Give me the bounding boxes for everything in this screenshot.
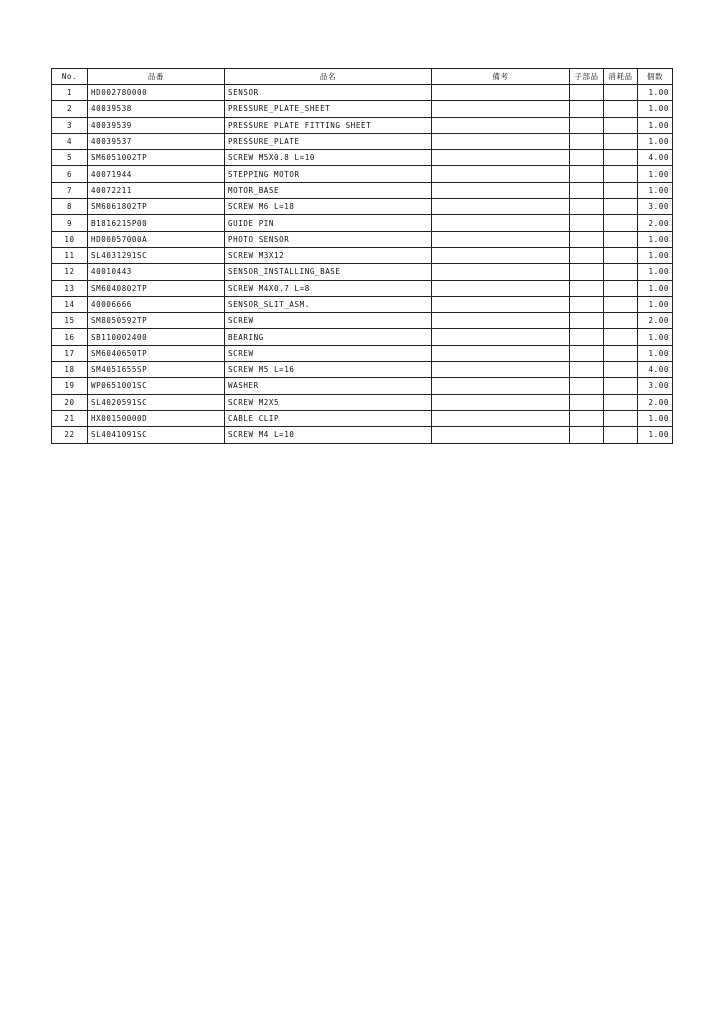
cell-no: 9 [52,215,88,231]
header-quantity: 個数 [638,69,673,85]
cell-no: 6 [52,166,88,182]
table-row [52,133,673,149]
cell-remarks [432,85,570,101]
table-row [52,166,673,182]
cell-part-number: SB110002400 [88,329,225,345]
cell-remarks [432,101,570,117]
cell-quantity: 1.00 [638,329,673,345]
cell-part-name: MOTOR_BASE [225,182,432,198]
cell-remarks [432,394,570,410]
cell-consumable [604,133,638,149]
cell-remarks [432,296,570,312]
cell-sub-parts [570,247,604,263]
cell-no: 10 [52,231,88,247]
cell-quantity: 1.00 [638,264,673,280]
cell-remarks [432,362,570,378]
cell-no: 19 [52,378,88,394]
cell-part-number: 40039538 [88,101,225,117]
cell-sub-parts [570,345,604,361]
cell-consumable [604,280,638,296]
cell-sub-parts [570,296,604,312]
cell-part-name: SCREW [225,345,432,361]
cell-sub-parts [570,329,604,345]
cell-no: 14 [52,296,88,312]
cell-no: 20 [52,394,88,410]
cell-consumable [604,182,638,198]
cell-part-number: 40039539 [88,117,225,133]
cell-part-name: PRESSURE PLATE FITTING SHEET [225,117,432,133]
cell-part-name: CABLE CLIP [225,410,432,426]
cell-consumable [604,329,638,345]
cell-no: 17 [52,345,88,361]
header-no: No. [52,69,88,85]
cell-consumable [604,247,638,263]
cell-part-number: HD00057000A [88,231,225,247]
cell-consumable [604,85,638,101]
cell-part-name: SCREW M5 L=16 [225,362,432,378]
cell-part-number: 40071944 [88,166,225,182]
cell-no: 15 [52,313,88,329]
cell-part-name: PRESSURE_PLATE [225,133,432,149]
cell-part-number: SM6051002TP [88,150,225,166]
parts-table [51,68,673,444]
cell-quantity: 1.00 [638,410,673,426]
parts-table-body [52,85,673,444]
table-row [52,394,673,410]
table-row [52,182,673,198]
cell-remarks [432,345,570,361]
cell-no: 16 [52,329,88,345]
cell-part-name: SCREW M5X0.8 L=10 [225,150,432,166]
cell-consumable [604,313,638,329]
cell-part-name: SENSOR [225,85,432,101]
cell-quantity: 2.00 [638,394,673,410]
table-row [52,247,673,263]
cell-no: 7 [52,182,88,198]
cell-sub-parts [570,215,604,231]
cell-part-number: SM8050592TP [88,313,225,329]
cell-quantity: 1.00 [638,247,673,263]
cell-part-name: PRESSURE_PLATE_SHEET [225,101,432,117]
cell-consumable [604,345,638,361]
cell-part-name: SCREW M4X0.7 L=8 [225,280,432,296]
cell-no: 18 [52,362,88,378]
table-row [52,215,673,231]
cell-remarks [432,329,570,345]
cell-consumable [604,362,638,378]
cell-part-number: 40006666 [88,296,225,312]
cell-consumable [604,166,638,182]
cell-sub-parts [570,313,604,329]
cell-part-number: SM6040802TP [88,280,225,296]
cell-sub-parts [570,117,604,133]
header-part-name: 品名 [225,69,432,85]
table-row [52,410,673,426]
cell-no: 4 [52,133,88,149]
cell-part-name: SCREW M2X5 [225,394,432,410]
cell-consumable [604,394,638,410]
table-row [52,150,673,166]
header-sub-parts: 子部品 [570,69,604,85]
cell-part-name: SENSOR_SLIT_ASM. [225,296,432,312]
cell-no: 2 [52,101,88,117]
cell-sub-parts [570,166,604,182]
cell-part-name: PHOTO SENSOR [225,231,432,247]
cell-quantity: 3.00 [638,378,673,394]
cell-remarks [432,166,570,182]
cell-remarks [432,150,570,166]
table-row [52,117,673,133]
cell-part-number: B1816215P00 [88,215,225,231]
table-row [52,329,673,345]
cell-part-number: 40010443 [88,264,225,280]
cell-sub-parts [570,150,604,166]
cell-quantity: 1.00 [638,427,673,443]
cell-consumable [604,231,638,247]
cell-sub-parts [570,264,604,280]
cell-no: 12 [52,264,88,280]
cell-part-name: STEPPING MOTOR [225,166,432,182]
cell-consumable [604,199,638,215]
header-remarks: 備考 [432,69,570,85]
cell-remarks [432,410,570,426]
cell-part-number: SL4031291SC [88,247,225,263]
cell-part-name: SCREW M6 L=18 [225,199,432,215]
table-row [52,85,673,101]
table-row [52,199,673,215]
cell-no: 5 [52,150,88,166]
cell-remarks [432,378,570,394]
cell-consumable [604,427,638,443]
cell-remarks [432,215,570,231]
table-row [52,345,673,361]
cell-quantity: 1.00 [638,101,673,117]
cell-consumable [604,101,638,117]
cell-part-number: HX00150000D [88,410,225,426]
table-row [52,101,673,117]
cell-sub-parts [570,410,604,426]
cell-part-name: WASHER [225,378,432,394]
cell-part-name: BEARING [225,329,432,345]
table-row [52,313,673,329]
cell-no: 1 [52,85,88,101]
cell-consumable [604,410,638,426]
cell-consumable [604,215,638,231]
cell-sub-parts [570,199,604,215]
cell-sub-parts [570,182,604,198]
table-row [52,264,673,280]
cell-consumable [604,117,638,133]
cell-consumable [604,296,638,312]
cell-sub-parts [570,378,604,394]
table-row [52,362,673,378]
cell-part-number: SL4020591SC [88,394,225,410]
table-row [52,231,673,247]
cell-quantity: 1.00 [638,231,673,247]
cell-no: 21 [52,410,88,426]
cell-quantity: 4.00 [638,362,673,378]
cell-remarks [432,247,570,263]
cell-part-name: SCREW [225,313,432,329]
cell-quantity: 2.00 [638,313,673,329]
cell-part-number: 40072211 [88,182,225,198]
cell-part-name: SCREW M4 L=10 [225,427,432,443]
cell-consumable [604,264,638,280]
cell-remarks [432,280,570,296]
cell-no: 13 [52,280,88,296]
cell-sub-parts [570,427,604,443]
cell-remarks [432,313,570,329]
cell-quantity: 1.00 [638,117,673,133]
header-consumable: 消耗品 [604,69,638,85]
header-row [52,69,673,85]
cell-remarks [432,427,570,443]
parts-list-sheet [51,68,672,444]
cell-quantity: 4.00 [638,150,673,166]
cell-no: 8 [52,199,88,215]
cell-sub-parts [570,362,604,378]
cell-quantity: 3.00 [638,199,673,215]
cell-remarks [432,264,570,280]
cell-part-number: SM4051655SP [88,362,225,378]
cell-sub-parts [570,85,604,101]
cell-no: 22 [52,427,88,443]
table-row [52,378,673,394]
cell-remarks [432,182,570,198]
cell-quantity: 1.00 [638,280,673,296]
cell-consumable [604,150,638,166]
cell-remarks [432,133,570,149]
cell-part-name: GUIDE PIN [225,215,432,231]
table-row [52,427,673,443]
cell-sub-parts [570,394,604,410]
cell-part-number: HD002780000 [88,85,225,101]
header-part-number: 品番 [88,69,225,85]
cell-sub-parts [570,101,604,117]
cell-quantity: 1.00 [638,345,673,361]
cell-part-number: SL4041091SC [88,427,225,443]
cell-part-name: SENSOR_INSTALLING_BASE [225,264,432,280]
cell-quantity: 1.00 [638,296,673,312]
cell-remarks [432,231,570,247]
cell-part-number: SM6061802TP [88,199,225,215]
cell-remarks [432,199,570,215]
cell-quantity: 1.00 [638,166,673,182]
cell-part-number: 40039537 [88,133,225,149]
table-row [52,280,673,296]
cell-part-number: SM6040650TP [88,345,225,361]
cell-no: 3 [52,117,88,133]
cell-remarks [432,117,570,133]
cell-quantity: 1.00 [638,182,673,198]
cell-sub-parts [570,280,604,296]
cell-consumable [604,378,638,394]
table-row [52,296,673,312]
cell-quantity: 1.00 [638,133,673,149]
cell-no: 11 [52,247,88,263]
cell-part-name: SCREW M3X12 [225,247,432,263]
cell-sub-parts [570,133,604,149]
cell-part-number: WP0651001SC [88,378,225,394]
cell-sub-parts [570,231,604,247]
cell-quantity: 2.00 [638,215,673,231]
cell-quantity: 1.00 [638,85,673,101]
